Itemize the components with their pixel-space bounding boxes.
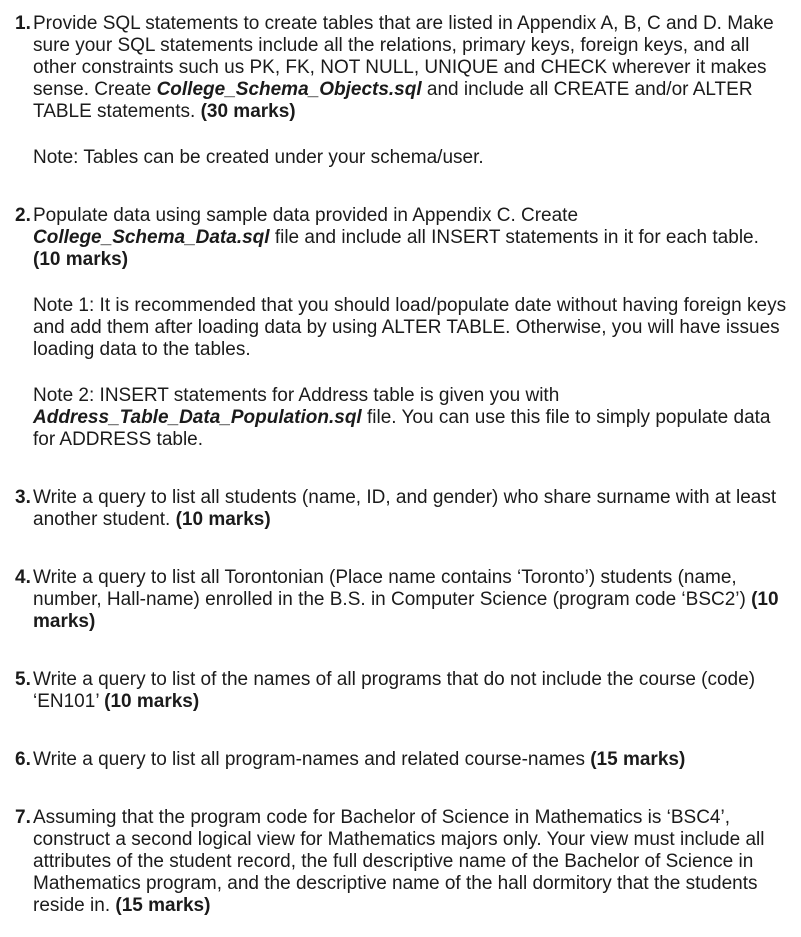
text-segment: (10 marks) — [33, 249, 129, 270]
item-body — [33, 807, 789, 917]
item-number: 5. — [15, 669, 31, 690]
item-body — [33, 669, 789, 713]
text-segment: College_Schema_Objects.sql — [156, 79, 422, 100]
paragraph — [33, 487, 787, 531]
paragraph — [33, 13, 787, 123]
item-body — [33, 13, 789, 169]
item-number: 4. — [15, 567, 31, 588]
item-number: 1. — [15, 13, 31, 34]
assignment-item — [15, 205, 789, 451]
paragraph — [33, 385, 787, 451]
text-segment: College_Schema_Data.sql — [33, 227, 270, 248]
text-segment: (10 marks) — [33, 589, 779, 632]
paragraph — [33, 807, 787, 917]
text-segment: Note: Tables can be created under your schema/user. — [33, 147, 484, 168]
text-segment: and include all CREATE and/or ALTER TABLE statements. — [33, 79, 753, 122]
item-body — [33, 205, 789, 451]
text-segment: Write a query to list all program-names and related course-names — [33, 749, 591, 770]
text-segment: Note 1: It is recommended that you should load/populate date without having foreign keys and add them after loading data by using ALTER TABLE. Otherwise, you will have issues loading data to the tables. — [33, 295, 787, 360]
text-segment: (10 marks) — [104, 691, 200, 712]
text-segment: Provide SQL statements to create tables that are listed in Appendix A, B, C and D. Make sure your SQL statements include all the relations, primary keys, foreign keys, and all other constraints such us PK, FK, NOT NULL, UNIQUE and CHECK wherever it makes sense. Create — [33, 13, 774, 100]
assignment-item — [15, 487, 789, 531]
item-number: 6. — [15, 749, 31, 770]
assignment-item — [15, 807, 789, 917]
text-segment: (30 marks) — [200, 101, 296, 122]
text-segment: file. You can use this file to simply populate data for ADDRESS table. — [33, 407, 771, 450]
item-number: 2. — [15, 205, 31, 226]
assignment-item — [15, 749, 789, 771]
text-segment: Write a query to list of the names of all programs that do not include the course (code) ‘EN101’ — [33, 669, 756, 712]
text-segment: Write a query to list all Torontonian (Place name contains ‘Toronto’) students (name, number, Hall-name) enrolled in the B.S. in Computer Science (program code ‘BSC2’) — [33, 567, 752, 610]
assignment-item — [15, 13, 789, 169]
paragraph — [33, 669, 787, 713]
item-number: 7. — [15, 807, 31, 828]
paragraph — [33, 147, 787, 169]
text-segment: Populate data using sample data provided in Appendix C. Create — [33, 205, 579, 226]
text-segment: (10 marks) — [175, 509, 271, 530]
paragraph — [33, 567, 787, 633]
item-number: 3. — [15, 487, 31, 508]
text-segment: Write a query to list all students (name, ID, and gender) who share surname with at least another student. — [33, 487, 777, 530]
paragraph — [33, 205, 787, 271]
assignment-item — [15, 567, 789, 633]
text-segment: file and include all INSERT statements in it for each table. — [269, 227, 759, 248]
text-segment: (15 marks) — [590, 749, 686, 770]
item-body — [33, 487, 789, 531]
item-body — [33, 749, 789, 771]
assignment-item — [15, 669, 789, 713]
item-body — [33, 567, 789, 633]
paragraph — [33, 295, 787, 361]
text-segment: (15 marks) — [115, 895, 211, 916]
text-segment: Note 2: INSERT statements for Address table is given you with — [33, 385, 560, 406]
text-segment: Assuming that the program code for Bachelor of Science in Mathematics is ‘BSC4’, construct a second logical view for Mathematics majors only. Your view must include all attributes of the student record, the full descriptive name of the Bachelor of Science in Mathematics program, and the descriptive name of the hall dormitory that the students reside in. — [33, 807, 765, 916]
paragraph — [33, 749, 787, 771]
text-segment: Address_Table_Data_Population.sql — [33, 407, 362, 428]
